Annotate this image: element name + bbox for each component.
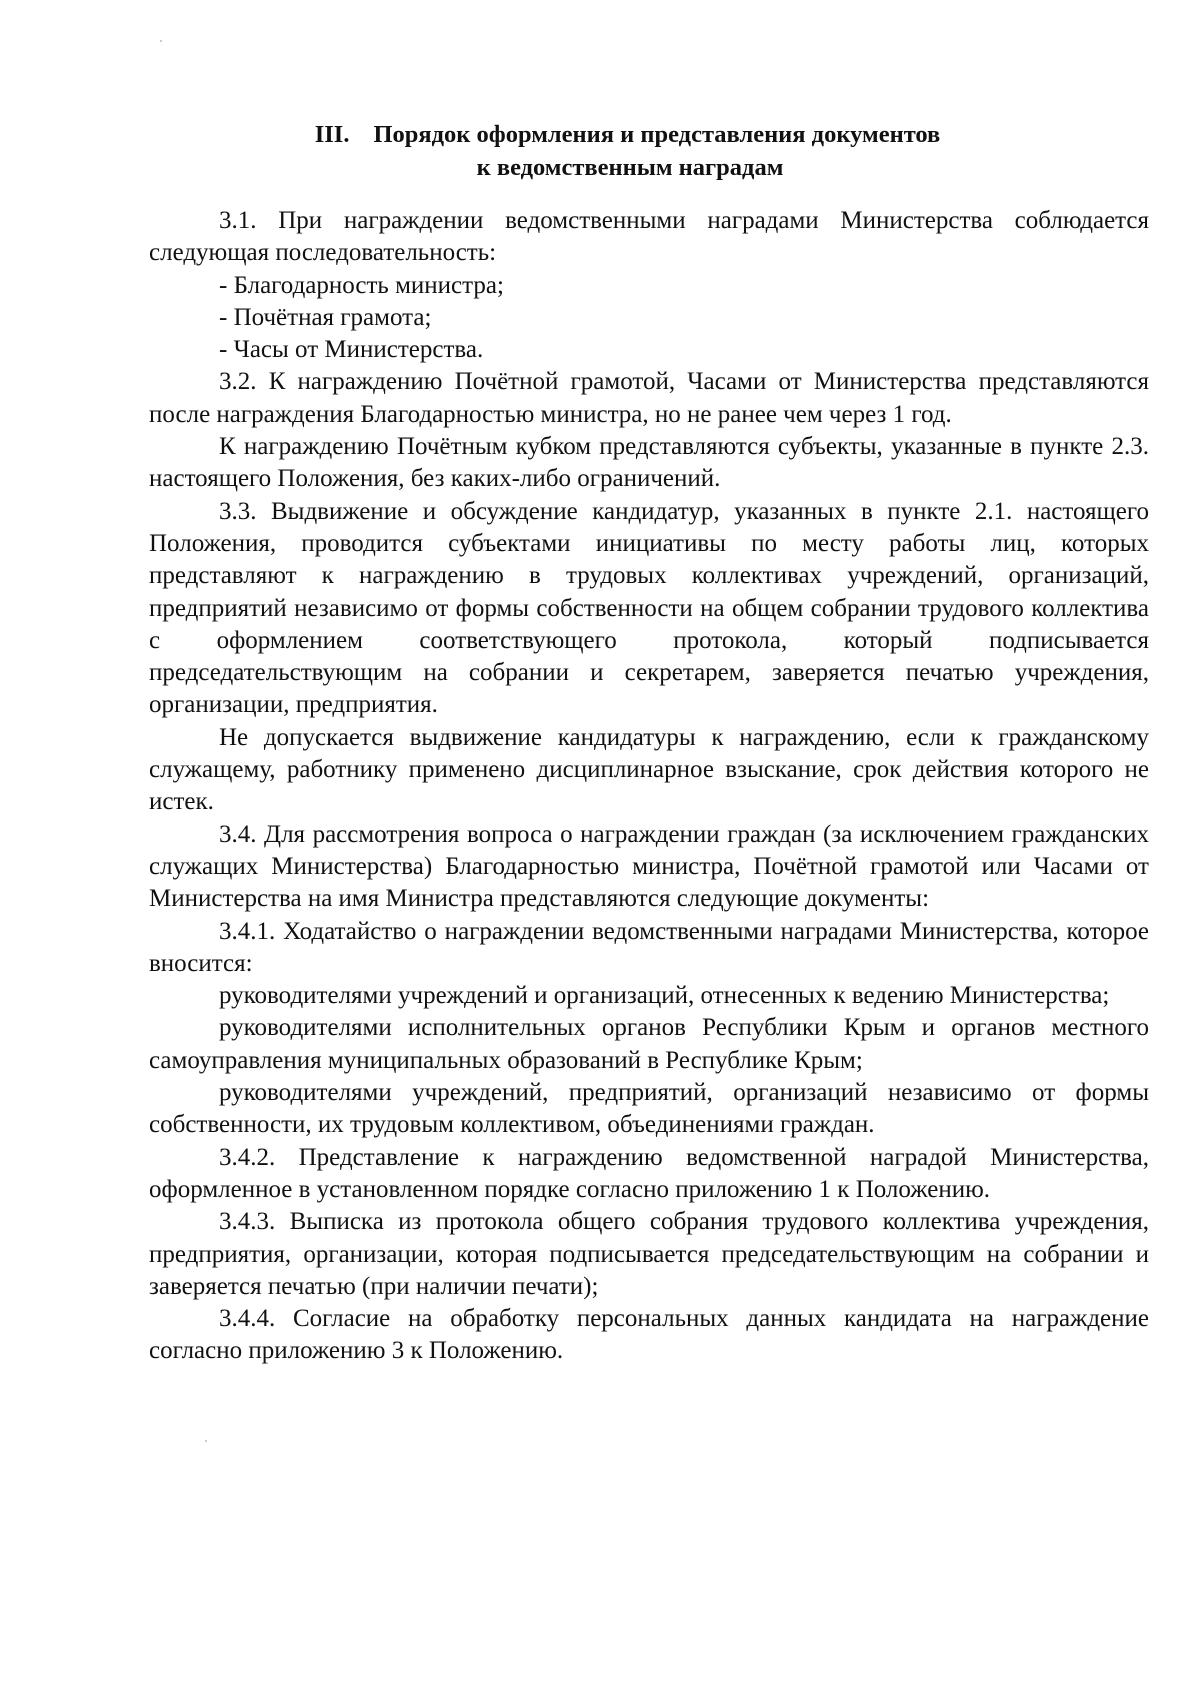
paragraph-3-4-4: 3.4.4. Согласие на обработку персональных данных кандидата на награждение согласно приложению 3 к Положению.: [149, 1305, 1149, 1365]
section-heading-line-1: [150, 118, 1050, 151]
section-heading: [150, 118, 1050, 184]
paragraph-submitter-2: руководителями исполнительных органов Республики Крым и органов местного самоуправления муниципальных образований в Республике Крым;: [149, 1014, 1149, 1074]
section-number: III.: [314, 121, 350, 148]
paragraph-3-4-1: 3.4.1. Ходатайство о награждении ведомственными наградами Министерства, которое вносится:: [149, 917, 1149, 977]
section-title-line-2: к ведомственным наградам: [476, 154, 784, 181]
list-item-watch: - Часы от Министерства.: [219, 336, 484, 364]
scan-speck: [160, 40, 162, 42]
paragraph-3-4-3: 3.4.3. Выписка из протокола общего собрания трудового коллектива учреждения, предприятия, организации, которая подписывается председательствующим на собрании и заверяется печатью (при наличии печати);: [149, 1208, 1149, 1300]
paragraph-not-allowed: Не допускается выдвижение кандидатуры к награждению, если к гражданскому служащему, работнику применено дисциплинарное взыскание, срок действия которого не истек.: [149, 723, 1149, 816]
list-item-certificate: - Почётная грамота;: [219, 303, 432, 331]
paragraph-3-2: 3.2. К награждению Почётной грамотой, Часами от Министерства представляются после награждения Благодарностью министра, но не ранее чем через 1 год.: [149, 368, 1149, 428]
scan-speck: [205, 1440, 207, 1442]
paragraph-cup: К награждению Почётным кубком представляются субъекты, указанные в пункте 2.3. настоящего Положения, без каких-либо ограничений.: [149, 433, 1149, 493]
paragraph-submitter-3: руководителями учреждений, предприятий, организаций независимо от формы собственности, их трудовым коллективом, объединениями граждан.: [149, 1079, 1149, 1139]
section-title-line-1: Порядок оформления и представления документов: [373, 121, 941, 148]
paragraph-3-4-2: 3.4.2. Представление к награждению ведомственной наградой Министерства, оформленное в установленном порядке согласно приложению 1 к Положению.: [149, 1143, 1149, 1203]
paragraph-3-3: 3.3. Выдвижение и обсуждение кандидатур, указанных в пункте 2.1. настоящего Положения, проводится субъектами инициативы по месту работы лиц, которых представляют к награждению в трудовых коллективах учреждений, организаций, предприятий независимо от формы собственности на общем собрании трудового коллектива с оформлением соответствующего протокола, который подписывается председательствующим на собрании и секретарем, заверяется печатью учреждения, организации, предприятия.: [149, 497, 1149, 719]
list-item-gratitude: - Благодарность министра;: [219, 271, 504, 299]
paragraph-3-4: 3.4. Для рассмотрения вопроса о награждении граждан (за исключением гражданских служащих Министерства) Благодарностью министра, Почётной грамотой или Часами от Министерства на имя Министра представляются следующие документы:: [149, 820, 1149, 913]
document-body: [149, 205, 1149, 1368]
paragraph-3-1: 3.1. При награждении ведомственными наградами Министерства соблюдается следующая последовательность:: [149, 207, 1149, 267]
paragraph-submitter-1: руководителями учреждений и организаций, отнесенных к ведению Министерства;: [219, 982, 1110, 1010]
